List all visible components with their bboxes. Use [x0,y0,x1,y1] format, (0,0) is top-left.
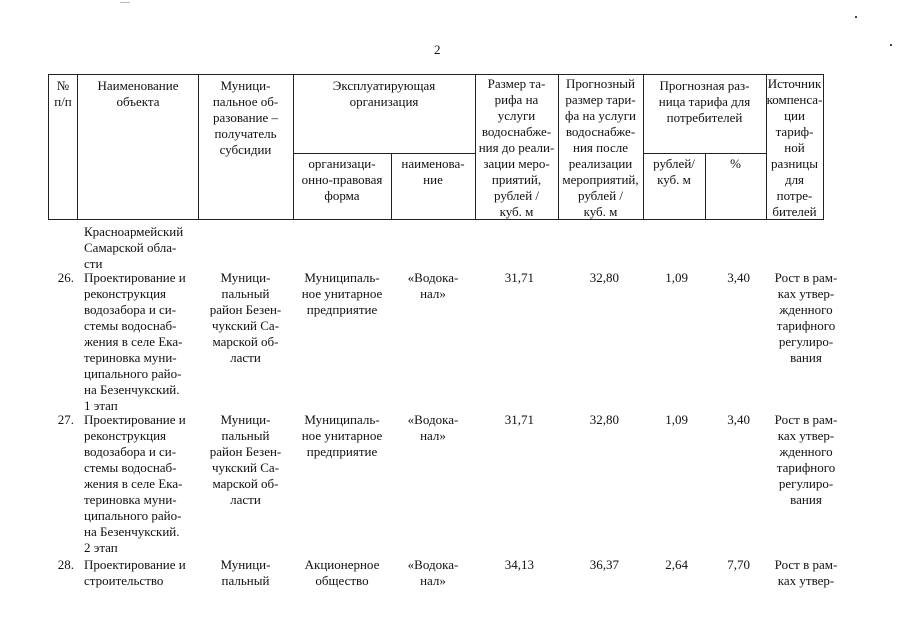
header-operator: Эксплуатирующая организация [332,78,436,109]
row-diff-rub: 1,09 [665,270,688,285]
page-number: 2 [434,42,441,57]
header-tariff-after: Прогнозный размер тари- фа на услуги водоснабже- ния после реализации мероприятий, рублей / куб. м [562,76,639,219]
row-diff-pct: 3,40 [727,270,750,285]
row-municipality: Муници- пальный район Безен- чукский Са- марской об- ласти [209,412,282,507]
row-org-form: Муниципаль- ное унитарное предприятие [301,270,383,317]
row-tariff-after: 36,37 [589,557,619,572]
row-tariff-before: 34,13 [504,557,534,572]
row-source: Рост в рам- ках утвер- жденного тарифного регулиро- вания [774,270,838,365]
header-operator-form: организаци- онно-правовая форма [301,156,383,203]
header-name: Наименование объекта [97,78,179,109]
table-top-border [48,74,823,75]
row-org-name: «Водока- нал» [407,412,459,443]
row-tariff-after: 32,80 [589,412,619,427]
header-source: Источник компенса- ции тариф- ной разницы для потре- бителей [766,76,823,219]
row-org-name: «Водока- нал» [407,270,459,301]
row-org-form: Муниципаль- ное унитарное предприятие [301,412,383,459]
row-tariff-before: 31,71 [504,270,534,285]
row-org-form: Акционерное общество [304,557,380,588]
scan-mark [855,16,857,18]
row-municipality: Муници- пальный [220,557,271,588]
header-diff-rub: рублей/ куб. м [653,156,695,187]
row-num: 26. [57,270,74,285]
header-diff-pct: % [730,156,741,171]
header-tariff-diff: Прогнозная раз- ница тарифа для потребителей [658,78,751,125]
scan-mark [120,2,130,3]
row-num: 28. [57,557,74,572]
scan-mark [890,44,892,46]
row-source: Рост в рам- ках утвер- [774,557,838,588]
row-tariff-before: 31,71 [504,412,534,427]
table-header-bottom-border [48,219,823,220]
row-name: Проектирование и строительство [84,557,186,588]
row-diff-rub: 1,09 [665,412,688,427]
row-name: Проектирование и реконструкция водозабора и си- стемы водоснаб- жения в селе Ека- териновка муни- ципального райо- на Безенчукский. 2 этап [84,412,186,555]
col-border [823,74,824,220]
row-source: Рост в рам- ках утвер- жденного тарифного регулиро- вания [774,412,838,507]
row-diff-rub: 2,64 [665,557,688,572]
row-num: 27. [57,412,74,427]
row-org-name: «Водока- нал» [407,557,459,588]
carryover-text: Красноармейский Самарской обла- сти [84,224,184,271]
row-municipality: Муници- пальный район Безен- чукский Са- марской об- ласти [209,270,282,365]
header-operator-name: наименова- ние [401,156,465,187]
row-name: Проектирование и реконструкция водозабора и си- стемы водоснаб- жения в селе Ека- териновка муни- ципального райо- на Безенчукский. 1 этап [84,270,186,413]
header-num: № п/п [54,78,72,109]
subheader-line-operator [293,153,475,154]
header-tariff-before: Размер та- рифа на услуги водоснабже- ния до реали- зации меро- приятий, рублей / куб. м [478,76,555,219]
header-municipality: Муници- пальное об- разование – получатель субсидии [212,78,279,157]
row-diff-pct: 7,70 [727,557,750,572]
row-diff-pct: 3,40 [727,412,750,427]
row-tariff-after: 32,80 [589,270,619,285]
